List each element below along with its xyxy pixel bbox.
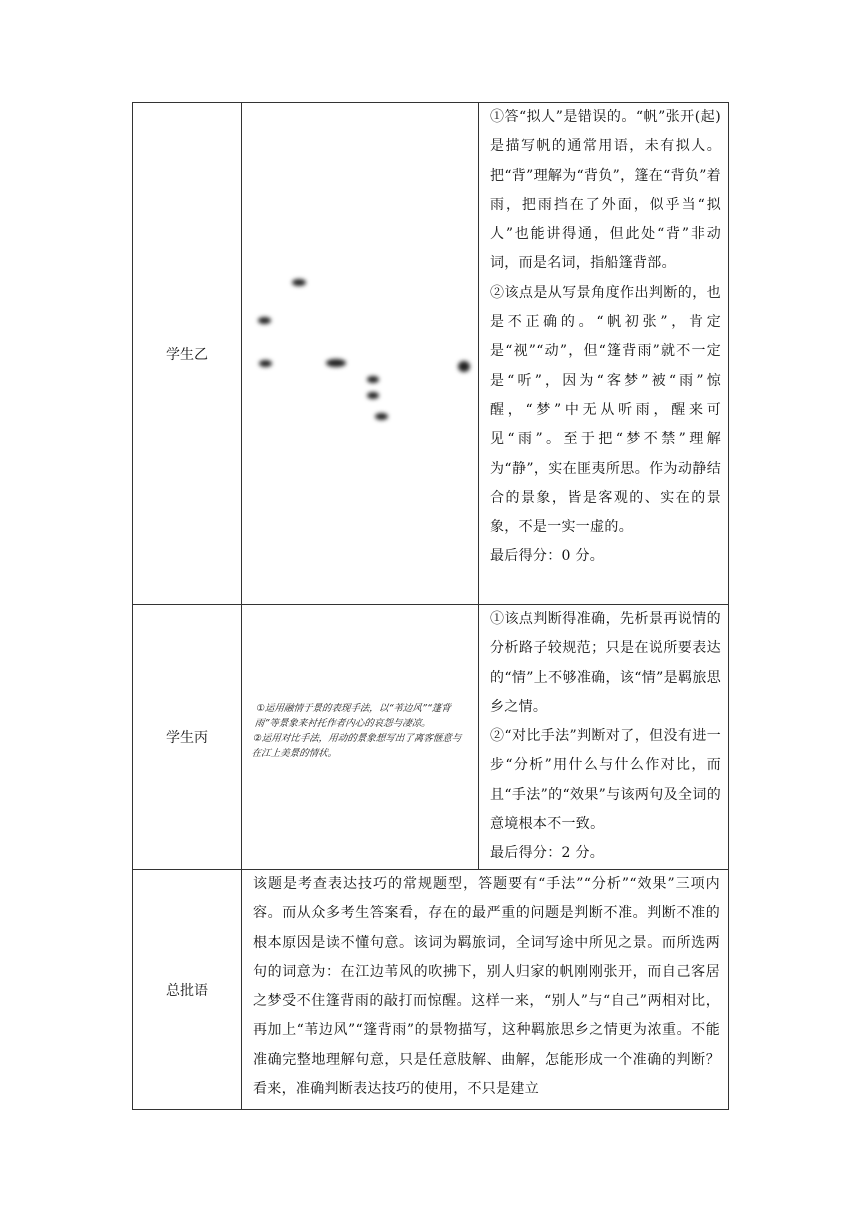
redacted-mark <box>458 361 470 372</box>
summary-comment-cell <box>242 870 729 1110</box>
handwriting-line: ①运用融情于景的表现手法，以“苇边风”“篷背 <box>255 703 452 714</box>
redacted-mark <box>375 413 388 420</box>
handwriting-line: ②运用对比手法，用动的景象想写出了离客惬意与 <box>252 733 462 744</box>
evaluation-table <box>132 102 729 1110</box>
comment-student-yi <box>479 103 729 605</box>
student-answer-handwriting <box>242 605 479 870</box>
row-label-student-bing: 学生丙 <box>133 605 242 870</box>
row-label-summary: 总批语 <box>133 870 242 1110</box>
table-row <box>133 103 729 605</box>
comment-paragraph: ②“对比手法”判断对了，但没有进一步“分析”用什么与什么作对比，而且“手法”的“效果”与该两句及全词的意境根本不一致。 <box>490 728 721 833</box>
redacted-mark <box>259 360 272 367</box>
redacted-mark <box>367 376 379 383</box>
redacted-mark <box>258 317 271 324</box>
score-line: 最后得分：2 分。 <box>490 845 605 862</box>
handwriting-line: 在江上美景的情状。 <box>251 748 338 759</box>
comment-paragraph: ②该点是从写景角度作出判断的，也是不正确的。“帆初张”，肯定是“视”“动”，但“篷背雨”就不一定是“听”，因为“客梦”被“雨”惊醒，“梦”中无从听雨，醒来可见“雨”。至于把“梦不禁”理解为“静”，实在匪夷所思。作为动静结合的景象，皆是客观的、实在的景象，不是一实一虚的。 <box>490 284 721 536</box>
table-row <box>133 870 729 1110</box>
redacted-mark <box>326 359 346 367</box>
comment-student-bing <box>479 605 729 870</box>
row-label-student-yi: 学生乙 <box>133 103 242 605</box>
redacted-mark <box>367 392 379 399</box>
handwriting-line: 雨”等景象来衬托作者内心的哀怨与凄凉。 <box>254 718 432 729</box>
score-line: 最后得分：0 分。 <box>490 548 605 565</box>
student-answer-image-blurred <box>242 103 479 605</box>
handwritten-answer <box>251 701 482 761</box>
comment-paragraph: ①该点判断得准确，先析景再说情的分析路子较规范；只是在说所要表达的“情”上不够准确，该“情”是羁旅思乡之情。 <box>490 611 721 715</box>
comment-paragraph: ①答“拟人”是错误的。“帆”张开(起)是描写帆的通常用语，未有拟人。把“背”理解为“背负”，篷在“背负”着雨，把雨挡在了外面，似乎当“拟人”也能讲得通，但此处“背”非动词，而是名词，指船篷背部。 <box>490 109 721 272</box>
table-row <box>133 605 729 870</box>
redacted-mark <box>292 279 306 286</box>
summary-comment-text: 该题是考查表达技巧的常规题型，答题要有“手法”“分析”“效果”三项内容。而从众多考生答案看，存在的最严重的问题是判断不准。判断不准的根本原因是读不懂句意。该词为羁旅词，全词写途中所见之景。而所选两句的词意为：在江边苇风的吹拂下，别人归家的帆刚刚张开，而自己客居之梦受不住篷背雨的敲打而惊醒。这样一来，“别人”与“自己”两相对比，再加上“苇边风”“篷背雨”的景物描写，这种羁旅思乡之情更为浓重。不能准确完整地理解句意，只是任意肢解、曲解，怎能形成一个准确的判断？看来，准确判断表达技巧的使用，不只是建立 <box>253 876 720 1098</box>
